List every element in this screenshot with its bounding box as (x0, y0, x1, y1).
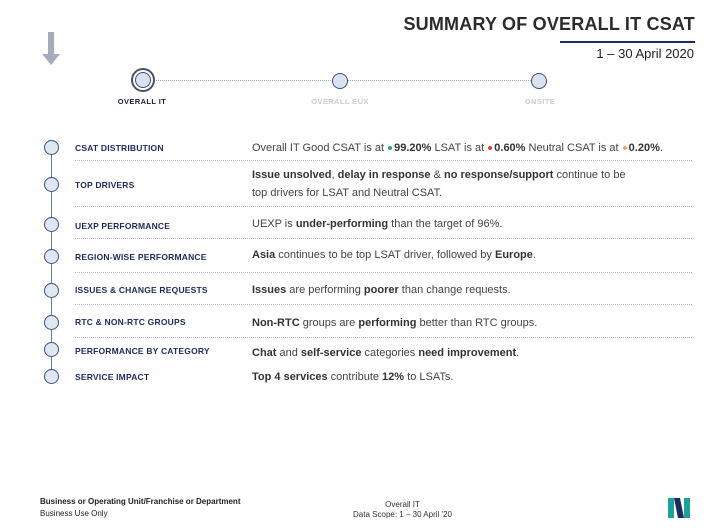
footer-org: Business or Operating Unit/Franchise or Department (40, 497, 241, 506)
row-dot-csat (44, 140, 59, 155)
title-underline (560, 41, 695, 43)
row-text-performance-by-category: Chat and self-service categories need improvement. (252, 347, 520, 359)
date-range: 1 – 30 April 2020 (596, 46, 694, 61)
row-label-csat-distribution: CSAT DISTRIBUTION (75, 143, 164, 153)
row-separator (75, 206, 692, 207)
row-dot-issues (44, 283, 59, 298)
step-overall-eux-dot[interactable] (332, 73, 348, 89)
row-separator (75, 337, 692, 338)
down-arrow-icon (42, 32, 60, 66)
row-label-uexp-performance: UEXP PERFORMANCE (75, 221, 171, 231)
row-separator (75, 160, 692, 161)
good-indicator-icon (388, 146, 392, 150)
row-text-top-drivers: Issue unsolved, delay in response & no response/support continue to be top drivers for LSAT and Neutral CSAT. (252, 169, 626, 199)
step-overall-it-label[interactable]: OVERALL IT (117, 97, 167, 106)
row-dot-drivers (44, 177, 59, 192)
row-text-csat-distribution: Overall IT Good CSAT is at 99.20% LSAT is at 0.60% Neutral CSAT is at 0.20%. (252, 142, 663, 154)
row-dot-rtc (44, 315, 59, 330)
row-dot-service (44, 369, 59, 384)
row-separator (75, 272, 692, 273)
footer-page-info (320, 500, 485, 520)
footer-org-info (40, 496, 240, 520)
step-overall-eux-label[interactable]: OVERALL EUX (311, 97, 369, 106)
row-label-rtc-groups: RTC & NON-RTC GROUPS (75, 317, 186, 327)
footer-page-title: Overall IT (385, 500, 420, 509)
lsat-indicator-icon (488, 146, 492, 150)
row-label-performance-by-category: PERFORMANCE BY CATEGORY (75, 346, 210, 356)
row-label-service-impact: SERVICE IMPACT (75, 372, 150, 382)
step-onsite-dot[interactable] (531, 73, 547, 89)
footer-classification: Business Use Only (40, 509, 108, 518)
brand-logo-icon (668, 498, 690, 518)
row-text-uexp-performance: UEXP is under-performing than the target of 96%. (252, 218, 503, 230)
row-separator (75, 238, 692, 239)
row-dot-category (44, 342, 59, 357)
row-dot-region (44, 249, 59, 264)
row-separator (75, 304, 692, 305)
row-text-rtc-groups: Non-RTC groups are performing better than RTC groups. (252, 317, 538, 329)
row-text-service-impact: Top 4 services contribute 12% to LSATs. (252, 371, 454, 383)
row-label-top-drivers: TOP DRIVERS (75, 180, 135, 190)
neutral-indicator-icon (623, 146, 627, 150)
page-title: SUMMARY OF OVERALL IT CSAT (403, 14, 695, 34)
row-text-issues-change-requests: Issues are performing poorer than change requests. (252, 284, 511, 296)
step-onsite-label[interactable]: ONSITE (524, 97, 556, 106)
step-overall-it-dot[interactable] (135, 72, 151, 88)
row-label-issues-change-requests: ISSUES & CHANGE REQUESTS (75, 285, 208, 295)
footer-scope: Data Scope: 1 – 30 April '20 (353, 510, 452, 519)
row-text-region-wise-performance: Asia continues to be top LSAT driver, followed by Europe. (252, 249, 536, 261)
row-label-region-wise-performance: REGION-WISE PERFORMANCE (75, 252, 207, 262)
row-dot-uexp (44, 217, 59, 232)
